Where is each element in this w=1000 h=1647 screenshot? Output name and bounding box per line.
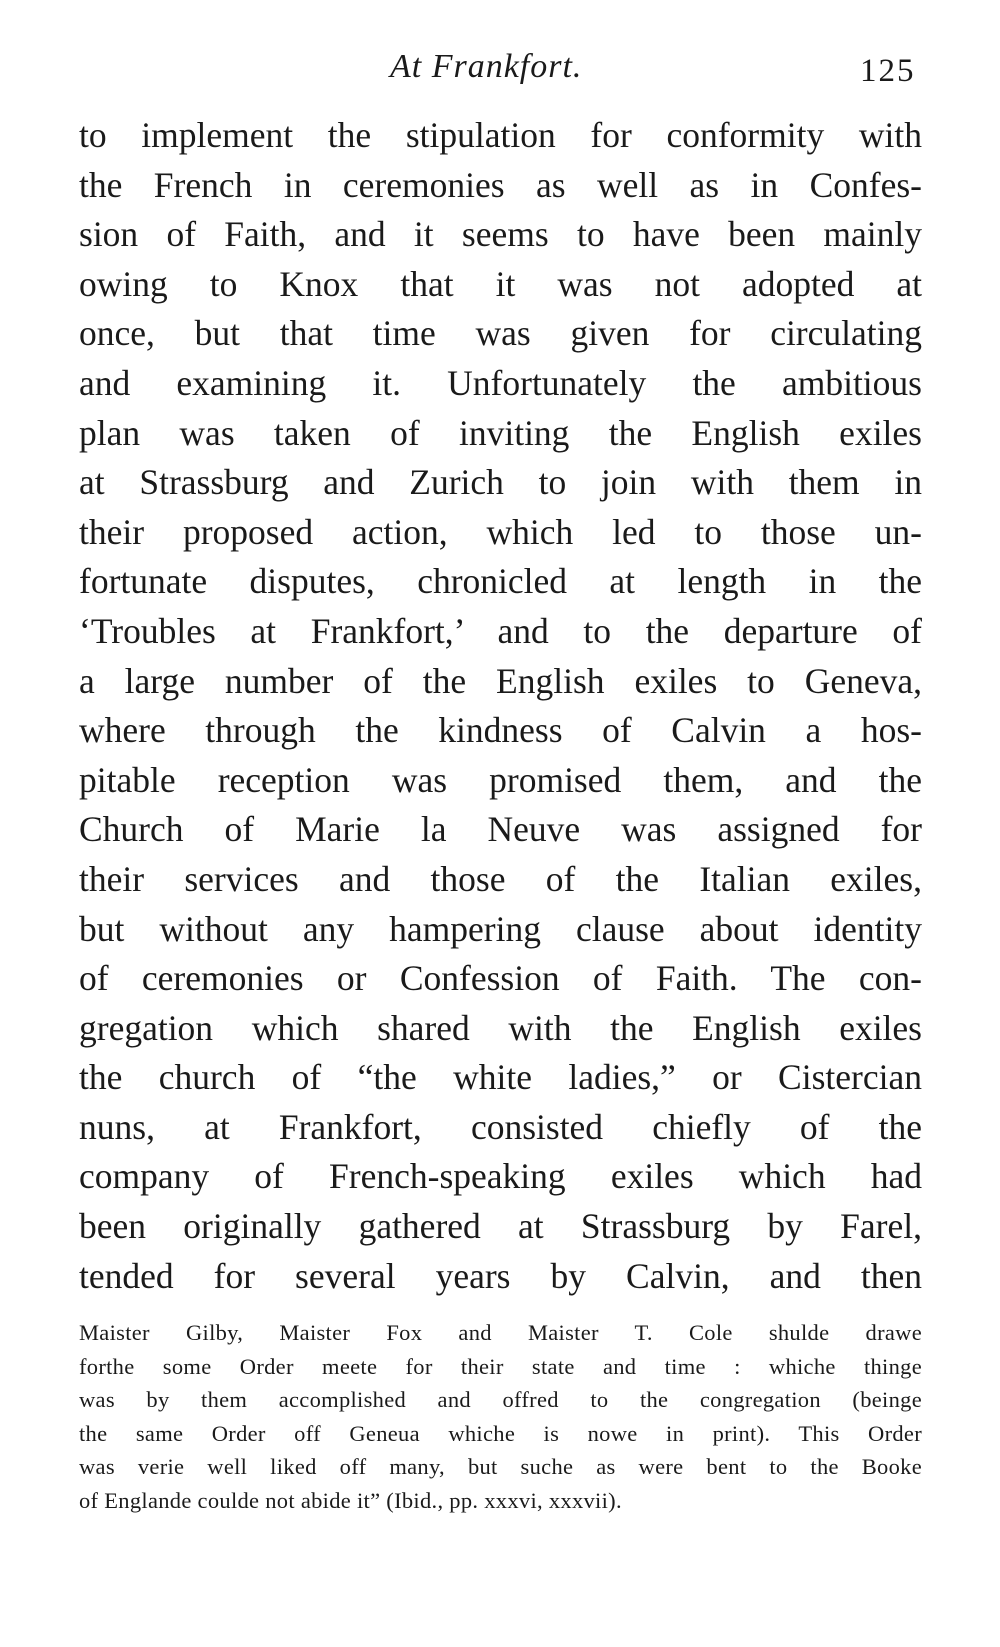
body-line: owing to Knox that it was not adopted at <box>79 263 922 304</box>
body-line: but without any hampering clause about identity <box>79 908 922 949</box>
body-line: company of French-speaking exiles which had <box>79 1156 922 1197</box>
body-line: at Strassburg and Zurich to join with them in <box>79 462 922 503</box>
body-line: nuns, at Frankfort, consisted chiefly of the <box>79 1106 922 1147</box>
body-line: plan was taken of inviting the English exiles <box>79 412 922 453</box>
body-line: pitable reception was promised them, and the <box>79 759 922 800</box>
footnote-line: the same Order off Geneua whiche is nowe in print). This Order <box>79 1420 922 1446</box>
body-line: the French in ceremonies as well as in Confes- <box>79 164 922 205</box>
body-line: ‘Troubles at Frankfort,’ and to the departure of <box>79 610 922 651</box>
body-line: sion of Faith, and it seems to have been mainly <box>79 214 922 255</box>
body-line: to implement the stipulation for conformity with <box>79 115 922 155</box>
page-number: 125 <box>860 53 916 89</box>
footnote-line: was by them accomplished and offred to the congregation (beinge <box>79 1387 922 1412</box>
body-line: their proposed action, which led to those un- <box>79 511 922 552</box>
body-line: gregation which shared with the English exiles <box>79 1007 922 1048</box>
footnote-line: of Englande coulde not abide it” (Ibid., pp. xxxvi, xxxvii). <box>79 1487 622 1513</box>
running-title: At Frankfort. <box>390 48 583 85</box>
body-line: a large number of the English exiles to Geneva, <box>79 660 922 701</box>
body-line: fortunate disputes, chronicled at length in the <box>79 561 922 602</box>
footnote <box>79 1316 922 1517</box>
running-head <box>0 42 1000 92</box>
body-line: Church of Marie la Neuve was assigned for <box>79 809 922 850</box>
body-text <box>79 111 922 1301</box>
body-line: tended for several years by Calvin, and then <box>79 1255 922 1296</box>
body-line: of ceremonies or Confession of Faith. The con- <box>79 958 922 999</box>
body-line: where through the kindness of Calvin a hos- <box>79 710 922 751</box>
footnote-line: forthe some Order meete for their state and time : whiche thinge <box>79 1353 922 1379</box>
body-line: the church of “the white ladies,” or Cistercian <box>79 1057 922 1098</box>
footnote-line: was verie well liked off many, but suche as were bent to the Booke <box>79 1454 922 1479</box>
body-line: been originally gathered at Strassburg by Farel, <box>79 1206 922 1247</box>
body-line: and examining it. Unfortunately the ambitious <box>79 362 922 403</box>
body-line: once, but that time was given for circulating <box>79 313 922 354</box>
body-line: their services and those of the Italian exiles, <box>79 858 922 899</box>
footnote-line: Maister Gilby, Maister Fox and Maister T. Cole shulde drawe <box>79 1320 922 1345</box>
